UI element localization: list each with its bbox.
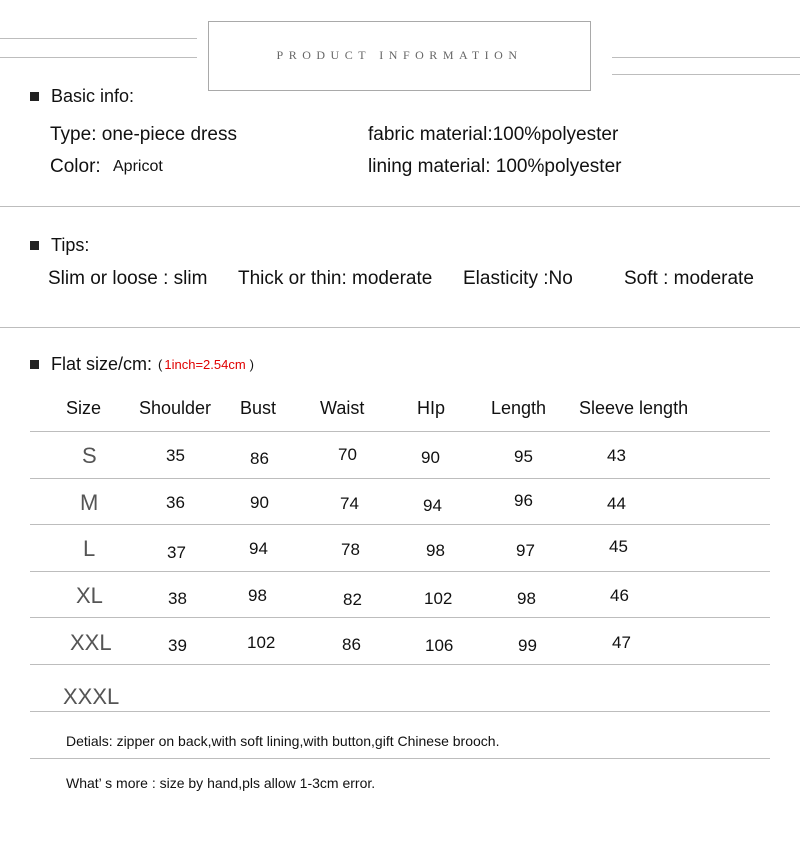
cell-sleeve: 44 <box>607 494 626 513</box>
square-bullet-icon <box>30 241 39 250</box>
cell-sleeve: 47 <box>612 633 631 652</box>
row-line <box>30 711 770 712</box>
type-text: Type: one-piece dress <box>50 124 237 145</box>
row-line <box>30 664 770 665</box>
size-label-xxxl: XXXL <box>63 684 120 709</box>
basic-info-heading-text: Basic info: <box>51 86 135 106</box>
fabric-text: fabric material:100%polyester <box>368 124 619 145</box>
cell-bust: 90 <box>250 493 269 512</box>
col-header-shoulder: Shoulder <box>139 398 212 418</box>
cell-waist: 70 <box>338 445 357 464</box>
col-header-hip: HIp <box>417 398 446 418</box>
lining-text: lining material: 100%polyester <box>368 156 622 177</box>
col-header-size: Size <box>66 398 102 418</box>
cell-waist: 78 <box>341 540 360 559</box>
conversion-note: 1inch=2.54cm <box>164 357 246 372</box>
cell-shoulder: 38 <box>168 589 187 608</box>
size-label-xl: XL <box>76 583 103 608</box>
size-label-l: L <box>83 536 96 561</box>
cell-length: 98 <box>517 589 536 608</box>
conversion-open: ( <box>158 357 163 372</box>
size-label-m: M <box>80 490 99 515</box>
divider-2 <box>0 327 800 328</box>
cell-shoulder: 37 <box>167 543 186 562</box>
cell-hip: 94 <box>423 496 442 515</box>
row-line <box>30 524 770 525</box>
cell-bust: 86 <box>250 449 269 468</box>
cell-bust: 94 <box>249 539 268 558</box>
cell-hip: 102 <box>424 589 453 608</box>
cell-waist: 82 <box>343 590 362 609</box>
col-header-length: Length <box>491 398 547 418</box>
cell-hip: 106 <box>425 636 454 655</box>
header-line-left-lower <box>0 57 197 58</box>
cell-shoulder: 39 <box>168 636 187 655</box>
more-note: What’ s more : size by hand,pls allow 1-3cm error. <box>66 775 376 791</box>
cell-sleeve: 45 <box>609 537 628 556</box>
cell-shoulder: 36 <box>166 493 185 512</box>
conversion-close: ) <box>249 357 255 372</box>
col-header-bust: Bust <box>240 398 277 418</box>
tips-heading <box>30 235 89 256</box>
tip-elasticity: Elasticity :No <box>463 268 573 289</box>
cell-waist: 74 <box>340 494 359 513</box>
cell-hip: 98 <box>426 541 445 560</box>
color-value: Apricot <box>113 158 163 175</box>
flat-size-heading-text: Flat size/cm: <box>51 354 153 374</box>
tip-thickness: Thick or thin: moderate <box>238 268 433 289</box>
cell-sleeve: 43 <box>607 446 626 465</box>
cell-length: 95 <box>514 447 533 466</box>
row-line <box>30 758 770 759</box>
tips-heading-text: Tips: <box>51 235 90 255</box>
row-line <box>30 478 770 479</box>
header-line-right-upper <box>612 74 800 75</box>
square-bullet-icon <box>30 360 39 369</box>
cell-waist: 86 <box>342 635 361 654</box>
cell-bust: 98 <box>248 586 267 605</box>
title-box <box>208 21 591 91</box>
col-header-waist: Waist <box>320 398 365 418</box>
tip-soft: Soft : moderate <box>624 268 754 289</box>
row-line <box>30 431 770 432</box>
basic-info-heading <box>30 86 134 107</box>
tip-fit: Slim or loose : slim <box>48 268 208 289</box>
size-label-xxl: XXL <box>70 630 112 655</box>
cell-length: 96 <box>514 491 533 510</box>
square-bullet-icon <box>30 92 39 101</box>
cell-length: 99 <box>518 636 537 655</box>
cell-sleeve: 46 <box>610 586 629 605</box>
divider-1 <box>0 206 800 207</box>
header-line-left <box>0 38 197 39</box>
flat-size-heading <box>30 354 254 375</box>
cell-bust: 102 <box>247 633 276 652</box>
row-line <box>30 571 770 572</box>
color-label: Color: <box>50 156 101 177</box>
page-title: PRODUCT INFORMATION <box>276 48 523 62</box>
header-line-right <box>612 57 800 58</box>
row-line <box>30 617 770 618</box>
cell-length: 97 <box>516 541 535 560</box>
cell-hip: 90 <box>421 448 440 467</box>
col-header-sleeve: Sleeve length <box>579 398 689 418</box>
size-label-s: S <box>82 443 97 468</box>
details-note: Detials: zipper on back,with soft lining,with button,gift Chinese brooch. <box>66 733 500 749</box>
cell-shoulder: 35 <box>166 446 185 465</box>
